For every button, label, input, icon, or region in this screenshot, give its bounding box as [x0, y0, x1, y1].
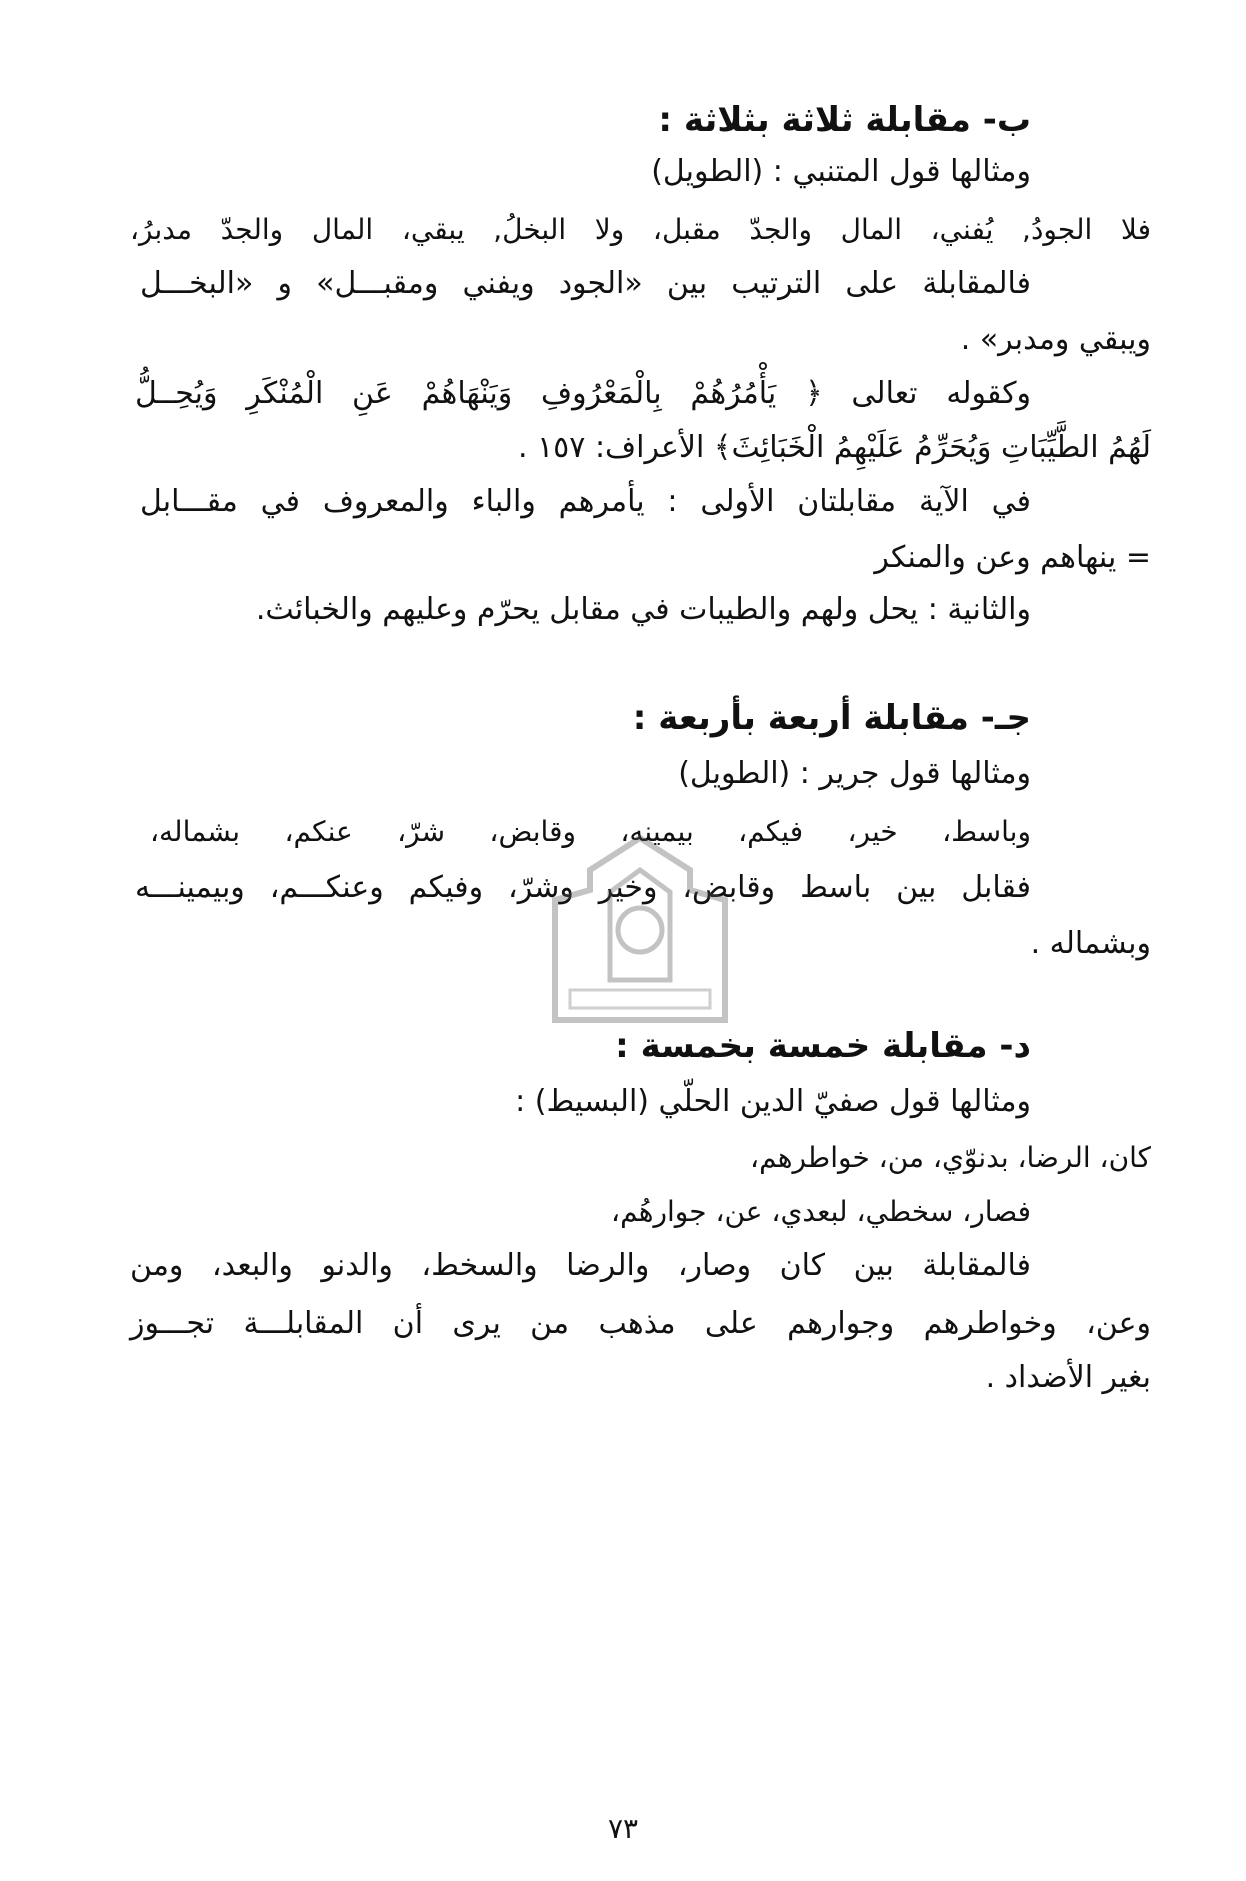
section-j-heading: جـ- مقابلة أربعة بأربعة :	[632, 698, 1031, 738]
section-b-analysis-2: = ينهاهم وعن والمنكر	[874, 540, 1151, 575]
section-d-explain-2: وعن، وخواطرهم وجوارهم على مذهب من يرى أن المقابلـــة تجـــوز	[130, 1306, 1151, 1341]
section-b-intro: ومثالها قول المتنبي : (الطويل)	[651, 154, 1031, 189]
page-number: ٧٣	[607, 1812, 639, 1845]
section-d-explain-1: فالمقابلة بين كان وصار، والرضا والسخط، والدنو والبعد، ومن	[130, 1248, 1031, 1283]
section-b-heading: ب- مقابلة ثلاثة بثلاثة :	[658, 100, 1031, 140]
section-d-verse-2: فصار، سخطي، لبعدي، عن، جوارهُم،	[611, 1195, 1031, 1228]
section-d-heading: د- مقابلة خمسة بخمسة :	[615, 1026, 1031, 1066]
section-d-verse-1: كان، الرضا، بدنوّي، من، خواطرهم،	[750, 1141, 1151, 1174]
section-b-quran-2: لَهُمُ الطَّيِّبَاتِ وَيُحَرِّمُ عَلَيْهِمُ الْخَبَائِثَ﴾ الأعراف: ١٥٧ .	[517, 430, 1151, 465]
section-b-analysis-3: والثانية : يحل ولهم والطيبات في مقابل يحرّم وعليهم والخبائث.	[255, 592, 1031, 627]
library-seal-icon	[540, 830, 740, 1040]
section-b-analysis-1: في الآية مقابلتان الأولى : يأمرهم والباء والمعروف في مقـــابل	[140, 484, 1031, 519]
section-b-explain-2: ويبقي ومدبر» .	[960, 322, 1151, 357]
section-j-verse: وباسط، خير، فيكم، بيمينه، وقابض، شرّ، عنكم، بشماله،	[150, 815, 1031, 848]
section-b-quran-1: وكقوله تعالى ﴿ يَأْمُرُهُمْ بِالْمَعْرُوفِ وَيَنْهَاهُمْ عَنِ الْمُنْكَرِ وَيُحِــلُّ	[135, 376, 1031, 411]
section-b-verse: فلا الجودُ, يُفني، المال والجدّ مقبل، ولا البخلُ, يبقي، المال والجدّ مدبرُ،	[130, 213, 1151, 246]
section-j-intro: ومثالها قول جرير : (الطويل)	[678, 756, 1031, 791]
section-j-explain-2: وبشماله .	[1030, 926, 1151, 961]
section-d-explain-3: بغير الأضداد .	[985, 1360, 1151, 1395]
section-d-intro: ومثالها قول صفيّ الدين الحلّي (البسيط) :	[515, 1084, 1031, 1119]
section-b-explain-1: فالمقابلة على الترتيب بين «الجود ويفني ومقبـــل» و «البخـــل	[140, 266, 1031, 301]
section-j-explain-1: فقابل بين باسط وقابض، وخير وشرّ، وفيكم وعنكـــم، وبيمينـــه	[135, 870, 1031, 905]
